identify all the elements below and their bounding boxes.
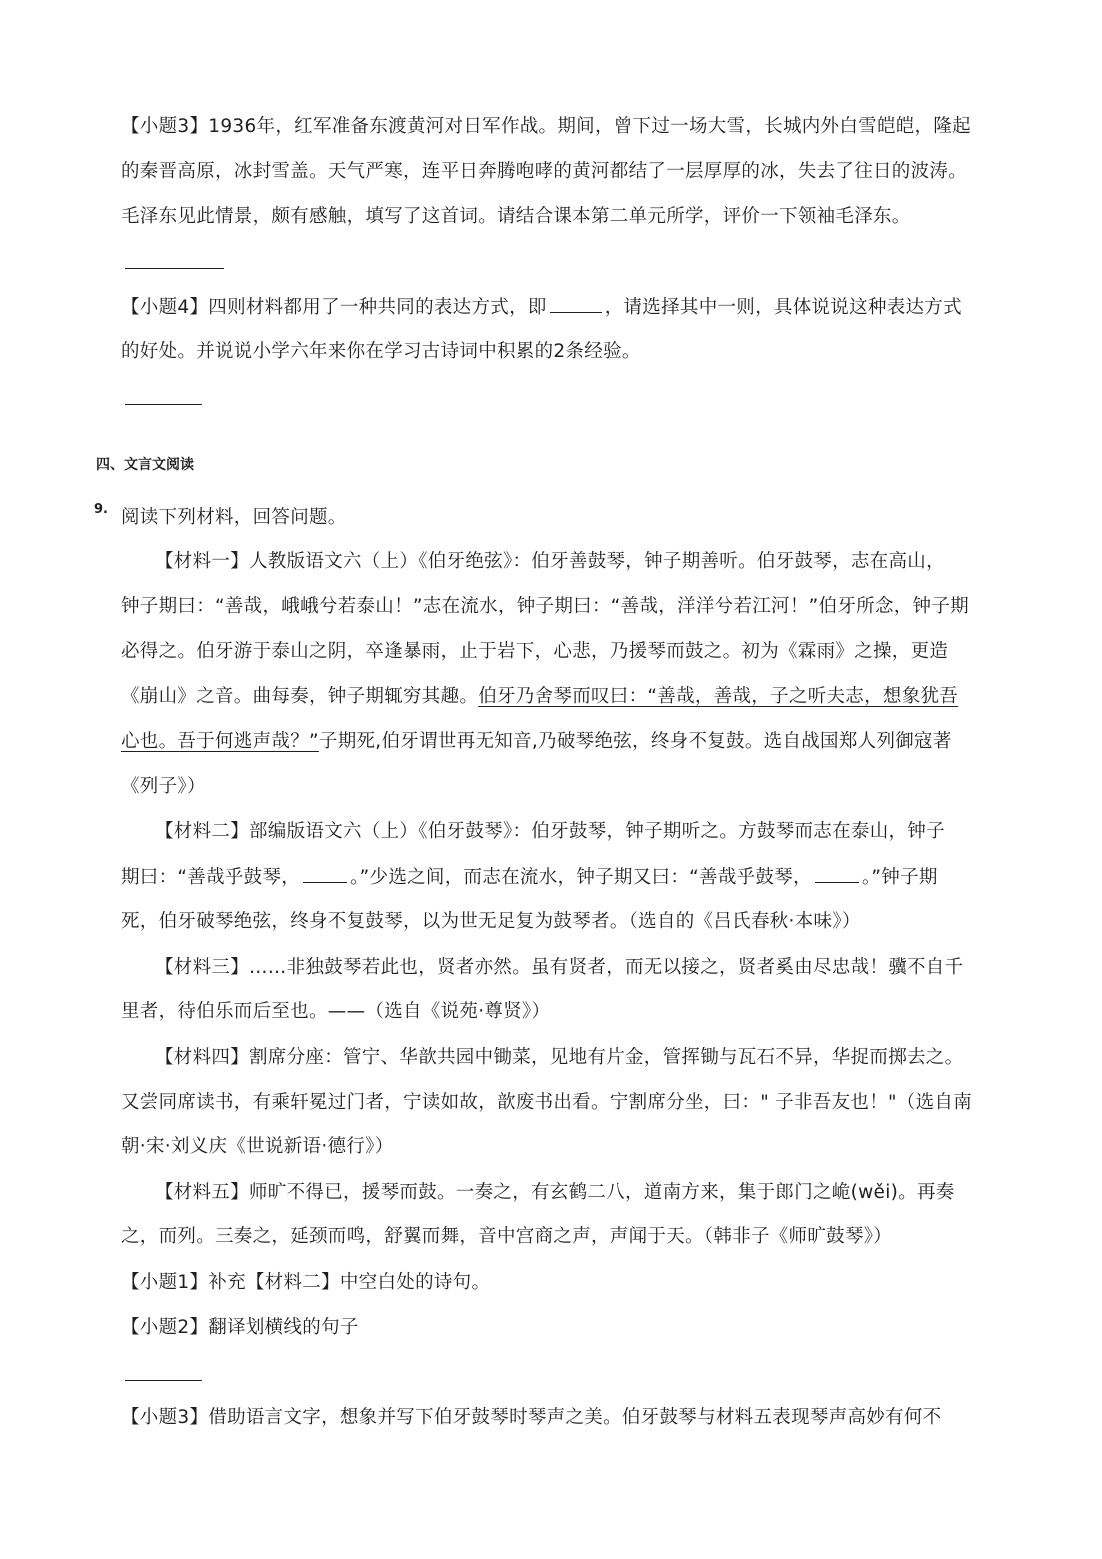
q8-sub4-answer-line[interactable]	[125, 404, 202, 405]
material-5-line-1: 【材料五】师旷不得已，援琴而鼓。一奏之，有玄鹤二八，道南方来，集于郎门之峗(wěi)。再奏	[155, 1182, 955, 1203]
q8-sub4-line-2: 的好处。并说说小学六年来你在学习古诗词中积累的2条经验。	[121, 341, 641, 362]
material-2-blank-2[interactable]	[815, 864, 859, 883]
q8-sub3-line-1: 【小题3】1936年，红军准备东渡黄河对日军作战。期间，曾下过一场大雪，长城内外白雪皑皑，隆起	[121, 116, 971, 137]
material-1-text: 子期死,伯牙谓世再无知音,乃破琴绝弦，终身不复鼓。选自战国郑人列御寇著	[318, 731, 952, 752]
q8-sub3-line-2: 的秦晋高原，冰封雪盖。天气严寒，连平日奔腾咆哮的黄河都结了一层厚厚的冰，失去了往日的波涛。	[121, 161, 968, 182]
q9-sub2: 【小题2】翻译划横线的句子	[121, 1317, 359, 1338]
section-heading: 四、文言文阅读	[96, 457, 194, 473]
q8-sub4-text-a: 【小题4】四则材料都用了一种共同的表达方式，即	[121, 297, 547, 318]
question-number: 9.	[94, 502, 108, 517]
material-2-line-1: 【材料二】部编版语文六（上）《伯牙鼓琴》：伯牙鼓琴，钟子期听之。方鼓琴而志在泰山，钟子	[155, 821, 945, 842]
material-2-line-2	[121, 864, 938, 891]
underlined-sentence-part-2: 心也。吾于何逃声哉？”	[121, 731, 319, 752]
material-2-text: 。”钟子期	[861, 867, 938, 888]
underlined-sentence-part-1: 伯牙乃舍琴而叹曰：“善哉，善哉，子之听夫志，想象犹吾	[478, 686, 959, 707]
q9-sub2-answer-line[interactable]	[125, 1380, 202, 1381]
material-1-line-1: 【材料一】人教版语文六（上）《伯牙绝弦》：伯牙善鼓琴，钟子期善听。伯牙鼓琴，志在高山，	[155, 551, 945, 572]
material-1-line-3: 必得之。伯牙游于泰山之阴，卒逢暴雨，止于岩下，心悲，乃援琴而鼓之。初为《霖雨》之操，更造	[121, 641, 949, 662]
q8-sub3-line-3: 毛泽东见此情景，颇有感触，填写了这首词。请结合课本第二单元所学，评价一下领袖毛泽东。	[121, 206, 911, 227]
material-4-line-3: 朝·宋·刘义庆《世说新语·德行》）	[121, 1136, 394, 1157]
material-1-line-2: 钟子期曰：“善哉，峨峨兮若泰山！”志在流水，钟子期曰：“善哉，洋洋兮若江河！”伯牙所念，钟子期	[121, 596, 969, 617]
material-1-line-4	[121, 684, 958, 710]
q8-sub4-text-b: ，请选择其中一则，具体说说这种表达方式	[604, 297, 962, 318]
q8-sub4-line-1	[121, 294, 962, 321]
material-5-line-2: 之，而列。三奏之，延颈而鸣，舒翼而舞，音中宫商之声，声闻于天。（韩非子《师旷鼓琴》）	[121, 1226, 893, 1247]
q8-sub4-blank[interactable]	[550, 294, 602, 313]
material-4-line-2: 又尝同席读书，有乘轩冕过门者，宁读如故，歆废书出看。宁割席分坐，曰：" 子非吾友也！"（选自南	[121, 1092, 973, 1113]
material-2-text: 期曰：“善哉乎鼓琴，	[121, 867, 301, 888]
material-1-text: 《崩山》之音。曲每奏，钟子期辄穷其趣。	[121, 686, 479, 707]
q9-prompt: 阅读下列材料，回答问题。	[121, 507, 347, 528]
material-2-blank-1[interactable]	[303, 864, 347, 883]
material-1-line-6: 《列子》）	[121, 776, 206, 797]
q8-sub3-answer-line[interactable]	[125, 268, 224, 269]
material-2-line-3: 死，伯牙破琴绝弦，终身不复鼓琴，以为世无足复为鼓琴者。（选自的《吕氏春秋·本味》）	[121, 911, 861, 932]
q9-sub1: 【小题1】补充【材料二】中空白处的诗句。	[121, 1272, 491, 1293]
material-4-line-1: 【材料四】割席分座：管宁、华歆共园中锄菜，见地有片金，管挥锄与瓦石不异，华捉而掷去之。	[155, 1047, 964, 1068]
material-3-line-1: 【材料三】……非独鼓琴若此也，贤者亦然。虽有贤者，而无以接之，贤者奚由尽忠哉！骥不自千	[155, 957, 964, 978]
material-3-line-2: 里者，待伯乐而后至也。——（选自《说苑·尊贤》）	[121, 1001, 551, 1022]
material-1-line-5	[121, 729, 952, 755]
material-2-text: 。”少选之间，而志在流水，钟子期又曰：“善哉乎鼓琴，	[350, 867, 812, 888]
q9-sub3: 【小题3】借助语言文字，想象并写下伯牙鼓琴时琴声之美。伯牙鼓琴与材料五表现琴声高妙有何不	[121, 1407, 942, 1428]
